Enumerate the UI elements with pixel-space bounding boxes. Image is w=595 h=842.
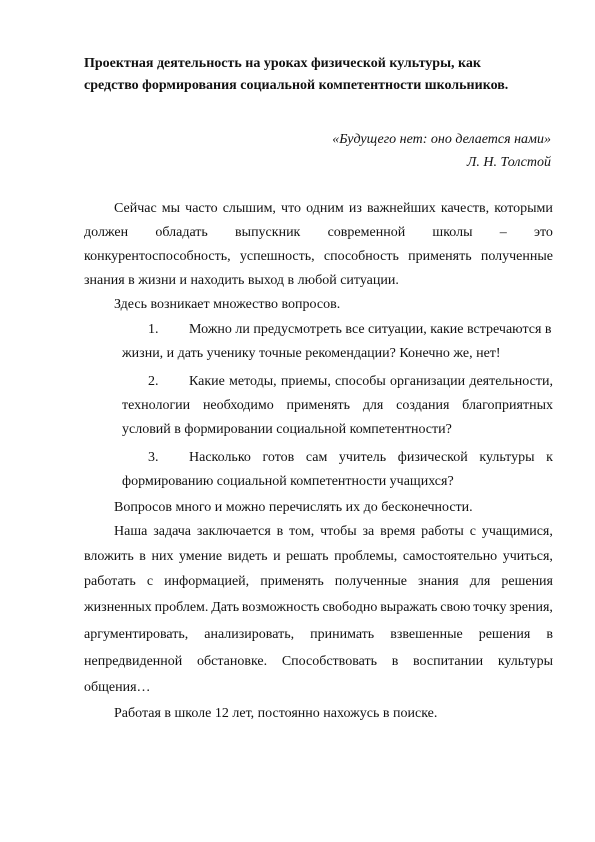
word: к [546, 450, 553, 465]
word: физической [397, 450, 468, 465]
word: которыми [494, 201, 553, 216]
word: методы, [229, 374, 277, 389]
word: способность [323, 249, 399, 264]
word: Насколько [189, 450, 251, 465]
list-item-3-line-2: формированию социальной компетентности учащихся? [122, 474, 454, 489]
word: принимать [310, 627, 375, 642]
para2: Здесь возникает множество вопросов. [114, 297, 341, 312]
word: и [273, 549, 281, 564]
list-item-1-line-2: жизни, и дать ученику точные рекомендации? Конечно же, нет! [122, 346, 501, 361]
word: в [391, 654, 399, 669]
word: обладать [155, 225, 208, 240]
word: – [499, 225, 507, 240]
word: технологии [122, 398, 191, 413]
word: воспитании [413, 654, 484, 669]
list-item-2-line-3: условий в формировании социальной компетентности? [122, 422, 452, 437]
para1-line-2 [84, 225, 553, 241]
word: видеть [227, 549, 268, 564]
para4-line-2 [84, 549, 553, 565]
word: Наша [114, 524, 148, 539]
para4-line-1 [114, 524, 553, 540]
word: важнейших [366, 201, 436, 216]
word: свободно [322, 600, 378, 615]
word: в [276, 524, 284, 539]
word: способы [335, 374, 386, 389]
epigraph-quote: «Будущего нет: оно делается нами» [332, 132, 551, 147]
list-item-2-line-1 [189, 374, 553, 390]
word: задача [153, 524, 191, 539]
word: должен [84, 225, 129, 240]
word: применять [260, 574, 324, 589]
word: в [546, 627, 553, 642]
word: обстановке. [197, 654, 268, 669]
word: умение [178, 549, 223, 564]
word: вложить [84, 549, 134, 564]
word: аргументировать, [84, 627, 189, 642]
word: с [146, 574, 154, 589]
word: решать [286, 549, 329, 564]
word: сам [305, 450, 328, 465]
word: это [533, 225, 553, 240]
word: Какие [189, 374, 225, 389]
word: анализировать, [204, 627, 295, 642]
word: Сейчас [114, 201, 157, 216]
word: одним [306, 201, 344, 216]
word: жизненных [84, 600, 152, 615]
word: из [348, 201, 362, 216]
word: время [380, 524, 416, 539]
word: проблемы, [334, 549, 398, 564]
word: в [139, 549, 146, 564]
list-item-1-number: 1. [148, 322, 159, 337]
word: слышим, [222, 201, 276, 216]
word: чтобы [320, 524, 357, 539]
para1-line-4: знания в жизни и находить выход в любой ситуации. [84, 273, 399, 288]
word: культуры [497, 654, 553, 669]
para4-line-6 [84, 654, 553, 670]
document-title-line-1: Проектная деятельность на уроках физической культуры, как [84, 56, 481, 71]
word: что [281, 201, 302, 216]
word: организации [389, 374, 466, 389]
word: работать [84, 574, 136, 589]
word: проблем. [154, 600, 209, 615]
word: Способствовать [281, 654, 377, 669]
word: с [469, 524, 476, 539]
word: возможность [241, 600, 320, 615]
para1-line-3 [84, 249, 553, 265]
word: учащимися, [481, 524, 553, 539]
word: точку [473, 600, 507, 615]
word: информацией, [164, 574, 250, 589]
word: применять [408, 249, 472, 264]
word: работы [421, 524, 464, 539]
word: заключается [196, 524, 271, 539]
word: деятельности, [469, 374, 553, 389]
word: готов [262, 450, 295, 465]
word: успешность, [239, 249, 315, 264]
word: мы [161, 201, 181, 216]
list-item-2-number: 2. [148, 374, 159, 389]
word: учитель [338, 450, 387, 465]
list-item-3-number: 3. [148, 450, 159, 465]
word: свою [440, 600, 471, 615]
word: для [469, 574, 491, 589]
word: решения [501, 574, 553, 589]
word: приемы, [280, 374, 331, 389]
para4-line-5 [84, 627, 553, 643]
word: выражать [380, 600, 438, 615]
word: применять [286, 398, 351, 413]
word: выпускник [235, 225, 301, 240]
word: школы [432, 225, 473, 240]
para4-line-4 [84, 600, 553, 616]
para3: Вопросов много и можно перечислять их до бесконечности. [114, 500, 473, 515]
word: решения [478, 627, 531, 642]
word: взвешенные [390, 627, 463, 642]
para4-line-3 [84, 574, 553, 590]
list-item-2-line-2 [122, 398, 553, 414]
word: зрения, [509, 600, 553, 615]
para1-line-1 [114, 201, 553, 217]
word: за [362, 524, 375, 539]
word: создания [396, 398, 450, 413]
word: учиться, [502, 549, 553, 564]
para4-line-7: общения… [84, 680, 151, 695]
word: непредвиденной [84, 654, 183, 669]
epigraph-author: Л. Н. Толстой [466, 155, 551, 170]
word: полученные [480, 249, 553, 264]
document-title-line-2: средство формирования социальной компетентности школьников. [84, 78, 509, 93]
list-item-1-line-1: Можно ли предусмотреть все ситуации, какие встречаются в [189, 322, 552, 337]
word: культуры [479, 450, 535, 465]
word: для [362, 398, 384, 413]
para5: Работая в школе 12 лет, постоянно нахожусь в поиске. [114, 706, 438, 721]
word: том, [289, 524, 315, 539]
list-item-3-line-1 [189, 450, 553, 466]
word: полученные [334, 574, 407, 589]
word: знания [418, 574, 459, 589]
word: благоприятных [462, 398, 553, 413]
word: конкурентоспособность, [84, 249, 231, 264]
word: часто [185, 201, 218, 216]
word: качеств, [440, 201, 490, 216]
word: самостоятельно [402, 549, 498, 564]
word: современной [327, 225, 406, 240]
word: необходимо [202, 398, 274, 413]
word: Дать [211, 600, 240, 615]
word: них [151, 549, 174, 564]
